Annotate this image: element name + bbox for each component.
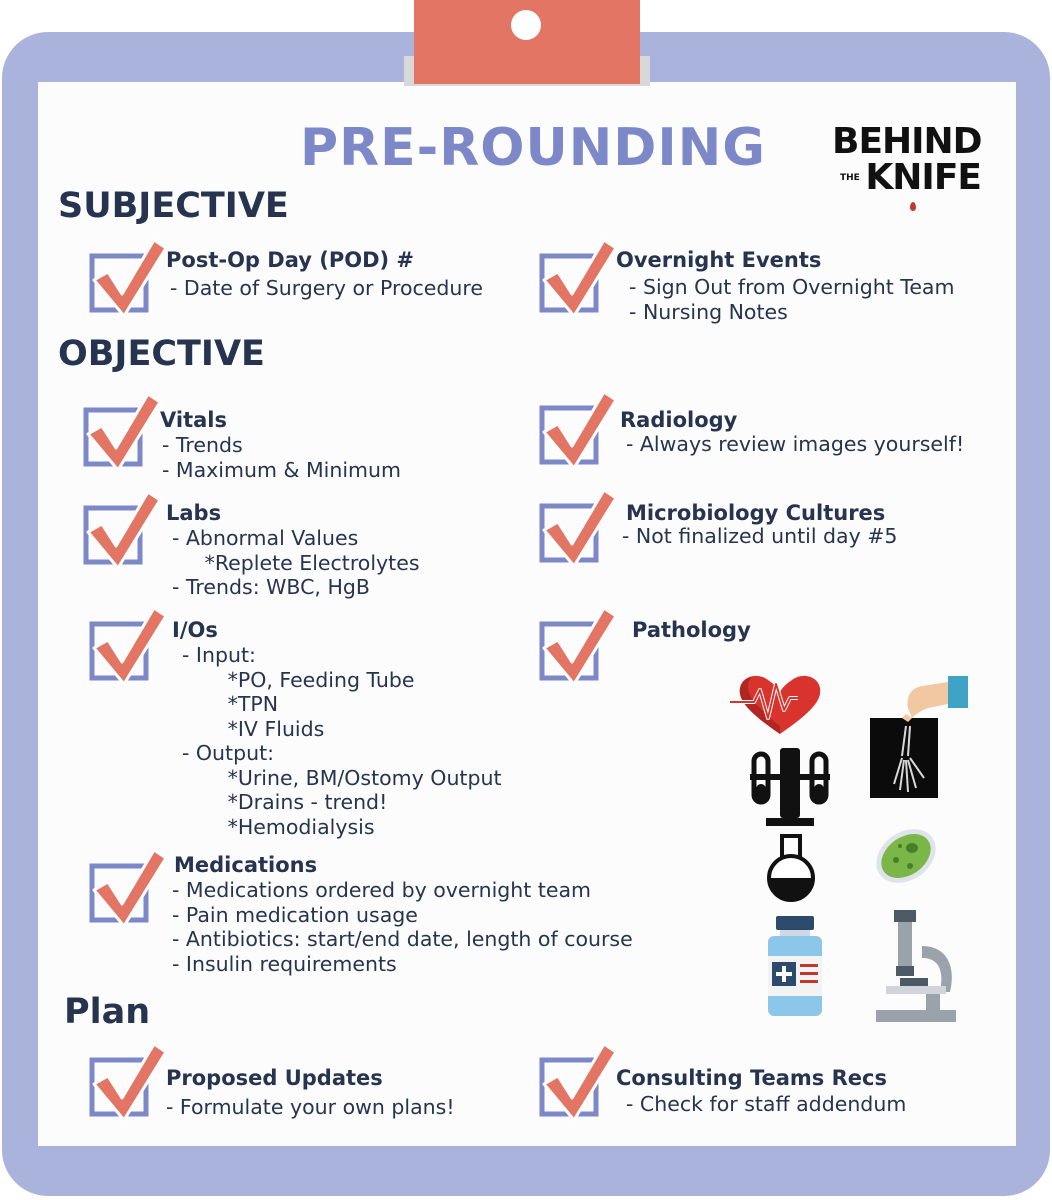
vitals-detail-line: - Maximum & Minimum — [162, 457, 401, 482]
vitals-detail-line: - Trends — [162, 433, 243, 457]
clip-hole — [511, 10, 541, 40]
pod-checkbox-checked[interactable] — [86, 236, 176, 326]
section-plan: Plan — [64, 992, 151, 1032]
logo-line-1: BEHIND — [832, 121, 982, 162]
labs-title: Labs — [166, 501, 222, 525]
radiology-title: Radiology — [620, 408, 738, 432]
meds-title: Medications — [174, 853, 318, 877]
labs-detail-line: - Abnormal Values — [172, 526, 359, 550]
ios-detail-line: *PO, Feeding Tube — [182, 667, 415, 692]
ios-detail-line: *Drains - trend! — [182, 790, 388, 814]
ios-detail-line: *Urine, BM/Ostomy Output — [182, 765, 502, 790]
meds-detail-line: - Antibiotics: start/end date, length of course — [172, 927, 633, 951]
section-objective: OBJECTIVE — [58, 334, 265, 374]
behind-the-knife-logo — [832, 121, 982, 198]
xray-hand-icon — [866, 674, 972, 800]
logo-line-2: KNIFE — [865, 157, 982, 198]
round-flask-icon — [760, 834, 822, 902]
vitals-title: Vitals — [160, 408, 227, 432]
micro-checkbox-checked[interactable] — [536, 486, 626, 576]
ios-title: I/Os — [172, 618, 218, 642]
overnight-detail-line: - Sign Out from Overnight Team — [616, 275, 955, 299]
ios-detail-line: *IV Fluids — [182, 716, 325, 741]
ios-checkbox-checked[interactable] — [86, 604, 176, 694]
updates-title: Proposed Updates — [166, 1066, 383, 1090]
heart-ekg-icon — [728, 672, 832, 738]
section-subjective: SUBJECTIVE — [58, 186, 289, 226]
consult-detail-line: - Check for staff addendum — [626, 1092, 907, 1116]
ios-detail-line: - Output: — [182, 741, 275, 765]
labs-detail-line: *Replete Electrolytes — [172, 550, 420, 575]
overnight-detail-line: - Nursing Notes — [616, 299, 788, 324]
page-title: PRE-ROUNDING — [300, 118, 766, 178]
meds-detail-line: - Insulin requirements — [172, 951, 397, 976]
labs-detail-line: - Trends: WBC, HgB — [172, 575, 370, 599]
pod-detail-line: - Date of Surgery or Procedure — [170, 276, 483, 300]
consult-checkbox-checked[interactable] — [536, 1040, 626, 1130]
labs-checkbox-checked[interactable] — [80, 488, 170, 578]
pod-title: Post-Op Day (POD) # — [166, 248, 415, 272]
meds-detail-line: - Pain medication usage — [172, 902, 418, 927]
test-tubes-icon — [748, 744, 832, 830]
ios-detail-line: - Input: — [182, 643, 256, 667]
micro-title: Microbiology Cultures — [626, 501, 886, 525]
microscope-icon — [870, 906, 962, 1024]
ios-detail-line: *Hemodialysis — [182, 814, 375, 839]
updates-detail-line: - Formulate your own plans! — [166, 1095, 455, 1119]
meds-detail-line: - Medications ordered by overnight team — [172, 878, 592, 902]
radiology-detail-line: - Always review images yourself! — [626, 432, 965, 456]
logo-small-text: THE — [840, 172, 860, 183]
medicine-bottle-icon — [764, 914, 826, 1018]
pathology-checkbox-checked[interactable] — [536, 604, 626, 694]
ios-detail-line: *TPN — [182, 692, 279, 716]
overnight-title: Overnight Events — [616, 248, 822, 272]
vitals-checkbox-checked[interactable] — [80, 390, 170, 480]
consult-title: Consulting Teams Recs — [616, 1066, 887, 1090]
blood-drop-icon — [910, 202, 916, 211]
micro-detail-line: - Not finalized until day #5 — [622, 524, 898, 548]
pathology-title: Pathology — [632, 618, 751, 642]
radiology-checkbox-checked[interactable] — [536, 388, 626, 478]
bacteria-icon — [870, 820, 942, 892]
overnight-checkbox-checked[interactable] — [536, 236, 626, 326]
meds-checkbox-checked[interactable] — [86, 846, 176, 936]
updates-checkbox-checked[interactable] — [86, 1040, 176, 1130]
